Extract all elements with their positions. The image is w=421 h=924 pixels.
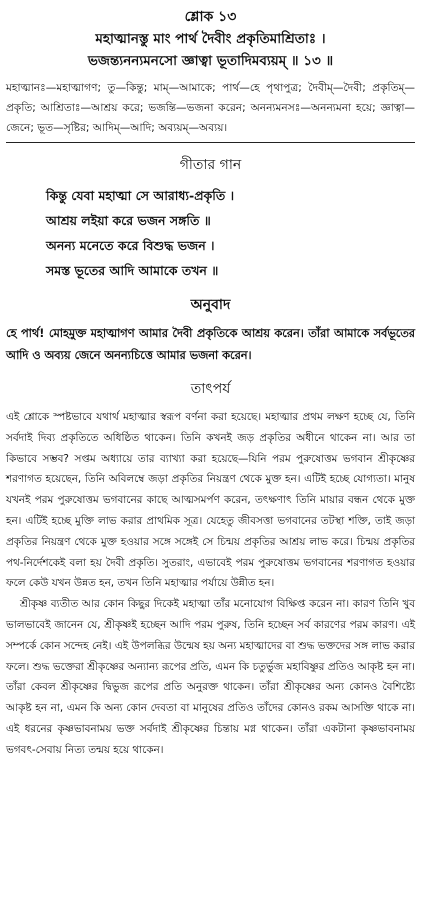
song-line: আশ্রয় লইয়া করে ভজন সঙ্গতি ॥ (46, 213, 211, 228)
purport-paragraph-2: শ্রীকৃষ্ণ ব্যতীত আর কোন কিছুর দিকেই মহাত্মা তাঁর মনোযোগ বিক্ষিপ্ত করেন না। কারণ তিনি খুব ভালভাবেই জানেন যে, শ্রীকৃষ্ণই হচ্ছেন আদি পরম পুরুষ, তিনি হচ্ছেন সর্ব কারণের পরম কারণ। এই সম্পর্কে কোন সন্দেহ নেই। এই উপলব্ধির উন্মেষ হয় অন্য মহাত্মাদের বা শুদ্ধ ভক্তদের সঙ্গ লাভ করার ফলে। শুদ্ধ ভক্তেরা শ্রীকৃষ্ণের অন্যান্য রূপের প্রতি, এমন কি চতুর্ভুজ মহাবিষ্ণুর প্রতিও আকৃষ্ট হন না। তাঁরা কেবল শ্রীকৃষ্ণের দ্বিভুজ রূপের প্রতি অনুরক্ত থাকেন। তাঁরা শ্রীকৃষ্ণের অন্য কোনও বৈশিষ্ট্যে আকৃষ্ট হন না, এমন কি অন্য কোন দেবতা বা মানুষের প্রতিও তাঁদের কোনও রকম আসক্তি থাকে না। এই ধরনের কৃষ্ণভাবনাময় ভক্ত সর্বদাই শ্রীকৃষ্ণের চিন্তায় মগ্ন থাকেন। তাঁরা একটানা কৃষ্ণভাবনাময় ভগবৎ-সেবায় নিত্য তন্ময় হয়ে থাকেন। (6, 598, 415, 756)
song-verse (6, 183, 415, 283)
sanskrit-line-2: ভজন্ত্যনন্যমনসো জ্ঞাত্বা ভূতাদিমব্যয়ম্ ॥ ১৩ ॥ (87, 53, 334, 69)
song-line: অনন্য মনেতে করে বিশুদ্ধ ভজন । (46, 238, 215, 253)
song-line: কিন্তু যেবা মহাত্মা সে আরাধ্য-প্রকৃতি । (46, 188, 235, 203)
sanskrit-line-1: মহাত্মানস্তু মাং পার্থ দৈবীং প্রকৃতিমাশ্রিতাঃ । (95, 31, 326, 47)
word-synonyms: মহাত্মানঃ—মহাত্মাগণ; তু—কিন্তু; মাম্—আমাকে; পার্থ—হে পৃথাপুত্র; দৈবীম্—দৈবী; প্রকৃতিম্—প্রকৃতি; আশ্রিতাঃ—আশ্রয় করে; ভজন্তি—ভজনা করেন; অনন্যমনসঃ—অনন্যমনা হয়ে; জ্ঞাত্বা—জেনে; ভূত—সৃষ্টির; আদিম্—আদি; অব্যয়ম্—অব্যয়। (6, 82, 415, 134)
translation-text: হে পার্থ! মোহমুক্ত মহাত্মাগণ আমার দৈবী প্রকৃতিকে আশ্রয় করেন। তাঁরা আমাকে সর্বভূতের আদি ও অব্যয় জেনে অনন্যচিত্তে আমার ভজনা করেন। (6, 327, 415, 362)
book-page (0, 6, 421, 924)
verse-number: শ্লোক ১৩ (184, 9, 237, 25)
song-line: সমস্ত ভূতের আদি আমাকে তখন ॥ (46, 263, 219, 278)
purport-body (6, 407, 415, 761)
translation-heading: অনুবাদ (190, 297, 231, 313)
purport-paragraph-1: এই শ্লোকে স্পষ্টভাবে যথার্থ মহাত্মার স্বরূপ বর্ণনা করা হয়েছে। মহাত্মার প্রথম লক্ষণ হচ্ছে যে, তিনি সর্বদাই দিব্য প্রকৃতিতে অধিষ্ঠিত থাকেন। তিনি কখনই জড় প্রকৃতির অধীনে থাকেন না। আর তা কিভাবে সম্ভব? সপ্তম অধ্যায়ে তার ব্যাখ্যা করা হয়েছে—যিনি পরম পুরুষোত্তম ভগবান শ্রীকৃষ্ণের শরণাগত হয়েছেন, তিনি অবিলম্বে জড়া প্রকৃতির নিয়ন্ত্রণ থেকে মুক্ত হন। এটিই হচ্ছে যোগ্যতা। মানুষ যখনই পরম পুরুষোত্তম ভগবানের কাছে আত্মসমর্পণ করেন, তৎক্ষণাৎ তিনি মায়ার বন্ধন থেকে মুক্ত হন। এটিই হচ্ছে মুক্তি লাভ করার প্রাথমিক সূত্র। যেহেতু জীবসত্তা ভগবানের তটস্থা শক্তি, তাই জড়া প্রকৃতির নিয়ন্ত্রণ থেকে মুক্ত হওয়ার সঙ্গে সঙ্গেই সে চিন্ময় প্রকৃতির আশ্রয় লাভ করে। চিন্ময় প্রকৃতির পথ-নির্দেশকেই বলা হয় দৈবী প্রকৃতি। সুতরাং, এভাবেই পরম পুরুষোত্তম ভগবানের শরণাগত হওয়ার ফলে কেউ যখন উন্নত হন, তখন তিনি মহাত্মার পর্যায়ে উন্নীত হন। (6, 411, 415, 590)
song-heading: গীতার গান (179, 157, 242, 173)
divider (6, 142, 415, 143)
purport-heading: তাৎপর্য (190, 381, 231, 397)
